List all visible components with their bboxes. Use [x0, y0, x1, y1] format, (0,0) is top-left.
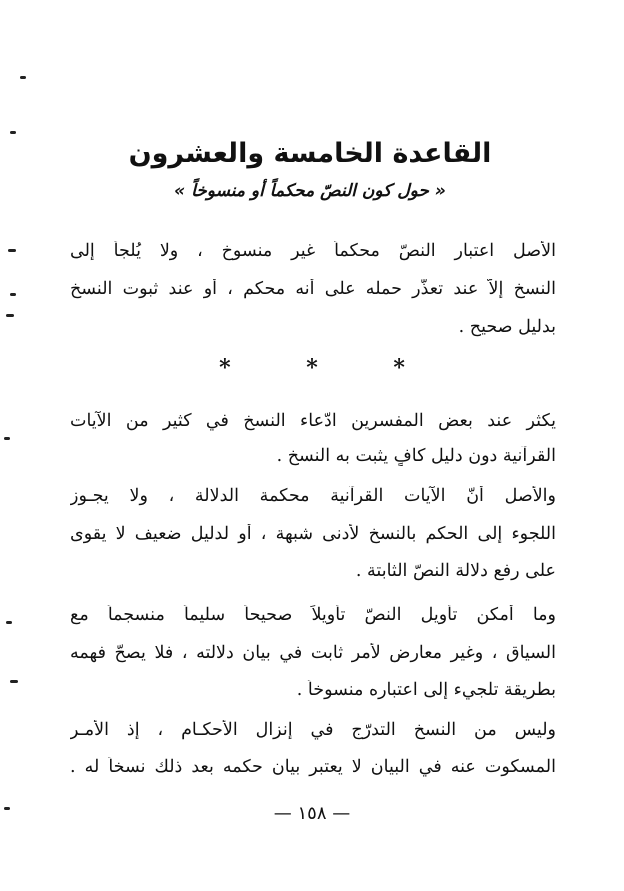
paragraph-line: على رفع دلالة النصّ الثابتة .	[355, 561, 556, 581]
scan-speck	[6, 621, 12, 624]
scan-speck	[10, 131, 16, 134]
paragraph-line: المسكوت عنه في البيان لا يعتبر بيان حكمه بعد ذلك نسخاً له .	[70, 757, 556, 777]
paragraph-line: السياق ، وغير معارض لأمر ثابت في بيان دلالته ، فلا يصحّ فهمه	[70, 643, 556, 663]
scan-speck	[8, 249, 16, 252]
paragraph-line: بطريقة تلجيء إلى اعتباره منسوخاً .	[296, 680, 556, 700]
rule-line: بدليل صحيح .	[458, 317, 556, 337]
paragraph-line: اللجوء إلى الحكم بالنسخ لأدنى شبهة ، أو لدليل ضعيف لا يقوى	[70, 524, 556, 544]
scan-speck	[20, 76, 26, 79]
section-separator: * * *	[219, 355, 439, 381]
scan-speck	[10, 293, 16, 296]
page-number: — ١٥٨ —	[273, 803, 351, 824]
paragraph-line: القرآنية دون دليل كافٍ يثبت به النسخ .	[276, 446, 556, 466]
paragraph-line: وليس من النسخ التدرّج في إنزال الأحكـام ، إذ الأمـر	[70, 720, 556, 740]
paragraph-line: يكثر عند بعض المفسرين ادّعاء النسخ في كثير من الآيات	[70, 411, 556, 431]
scan-speck	[4, 807, 10, 810]
rule-title: القاعدة الخامسة والعشرون	[128, 138, 492, 169]
rule-line: الأصل اعتبار النصّ محكماً غير منسوخ ، ولا يُلجأ إلى	[70, 241, 556, 261]
scan-speck	[10, 680, 18, 683]
paragraph-line: والأصل أنّ الآيات القرآنية محكمة الدلالة ، ولا يجـوز	[70, 486, 556, 506]
scan-speck	[4, 437, 10, 440]
paragraph-line: وما أمكن تأويل النصّ تأويلاً صحيحاً سليماً منسجماً مع	[70, 605, 556, 625]
rule-line: النسخ إلاّ عند تعذّر حمله على أنه محكم ، أو عند ثبوت النسخ	[70, 279, 556, 299]
scan-speck	[6, 314, 14, 317]
rule-subtitle: « حول كون النصّ محكماً أو منسوخاً »	[174, 181, 446, 201]
